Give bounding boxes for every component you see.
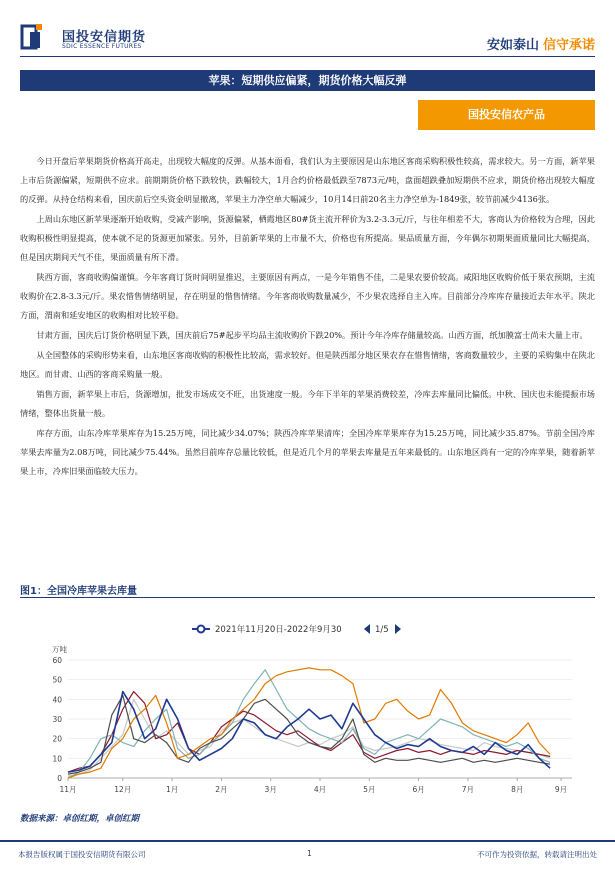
paragraph: 销售方面，新苹果上市后，货源增加，批发市场成交不旺，出货速度一般。今年下半年的苹果消费较差，冷库去库量同比偏低。中秋、国庆也未能提振市场情绪，整体出货量一般。 [20,389,595,418]
logo-text-en: SDIC ESSENCE FUTURES [62,43,142,50]
y-tick-label: 50 [52,675,62,685]
legend-page-indicator: 1/5 [375,625,389,635]
y-tick-label: 30 [52,715,62,724]
page-number: 1 [307,849,312,858]
header-divider [20,56,595,57]
paragraph: 甘肃方面，国庆后订货价格明显下跌，国庆前后75#起步平均品主流收购价下跌20%。预计今年冷库存储量较高。山西方面，纸加膜富士尚未大量上市。 [36,330,588,340]
report-body [20,152,595,482]
series-line [68,695,550,774]
y-tick-label: 20 [52,734,62,744]
x-tick-label: 9月 [554,785,568,794]
legend-title: 2021年11月20日-2022年9月30 [215,625,342,635]
x-tick-label: 6月 [412,785,425,794]
y-tick-label: 40 [52,695,62,705]
page-header [0,0,615,62]
figure-title: 图1：全国冷库苹果去库量 [20,586,137,597]
x-tick-label: 12月 [114,785,132,794]
x-tick-label: 11月 [59,785,77,794]
data-source: 数据来源：卓创红期，卓创红期 [20,814,140,824]
company-logo-icon [20,22,60,52]
footer-divider [0,840,615,842]
y-tick-label: 0 [57,774,62,783]
slogan-part1: 安如泰山 [486,38,539,53]
chart-container [20,610,595,805]
x-tick-label: 2月 [215,785,228,794]
x-tick-label: 8月 [511,785,524,794]
logo-text-cn: 国投安信期货 [62,30,147,45]
x-tick-label: 7月 [461,785,475,794]
paragraph: 库存方面，山东冷库苹果库存为15.25万吨，同比减少34.07%；陕西冷库苹果清库；全国冷库苹果库存为15.25万吨，同比减少35.87%。节前全国冷库苹果去库量为2.08万吨，同比减少75.44%。虽然目前库存总量比较低，但是近几个月的苹果去库量是五年来最低的。山东地区尚有一定的冷库苹果，随着新苹果上市，冷库旧果面临较大压力。 [20,428,595,476]
prev-page-icon[interactable] [364,624,370,634]
paragraph: 陕西方面，客商收购偏谨慎。今年客商订货时间明显推迟，主要原因有两点，一是今年销售不佳，二是果农要价较高。咸阳地区收购价低于果农预期，主流收购价在2.8-3.3元/斤。果农惜售情绪明显，存在明显的惜售情绪。今年客商收购数量减少，不少果农选择自主入库。目前部分冷库库存量接近去年水平。陕北方面，渭南和延安地区的收购相对比较平稳。 [20,272,595,320]
footer-copyright: 本报告版权属于国投安信期货有限公司 [18,850,146,859]
inventory-line-chart [20,610,595,805]
legend-marker-icon [198,626,205,633]
y-tick-label: 10 [52,754,62,764]
y-axis-label: 万吨 [52,645,67,654]
x-tick-label: 4月 [313,785,327,794]
next-page-icon[interactable] [395,624,401,634]
report-title: 苹果：短期供应偏紧，期货价格大幅反弹 [20,70,595,91]
slogan [487,34,595,53]
paragraph: 今日开盘后苹果期货价格高开高走，出现较大幅度的反弹。从基本面看，我们认为主要原因是山东地区客商采购积极性较高，需求较大。另一方面，新苹果上市后货源偏紧，短期供不应求。前期期货价格下跌较快，跌幅较大，1月合约价格最低跌至7873元/吨，盘面超跌叠加短期供不应求，期货价格出现较大幅度的反弹。从持仓结构来看，国庆前后空头资金明显撤离，苹果主力净空单大幅减少，10月14日前20名主力净空单为-1849张，较节前减少4136张。 [20,156,595,204]
x-tick-label: 1月 [165,785,179,794]
x-tick-label: 5月 [363,785,376,794]
paragraph: 从全国整体的采购形势来看，山东地区客商收购的积极性比较高，需求较好。但是陕西部分地区果农存在惜售情绪，客商数量较少，主要的采购集中在陕北地区。而甘肃、山西的客商采购量一般。 [20,350,595,379]
department-badge: 国投安信农产品 [418,100,595,130]
x-tick-label: 3月 [264,785,277,794]
footer-disclaimer: 不可作为投资依据，转载请注明出处 [477,850,597,859]
y-tick-label: 60 [52,656,62,665]
paragraph: 上周山东地区新苹果逐渐开始收购，受减产影响，货源偏紧，栖霞地区80#货主流开秤价为3.2-3.3元/斤，与往年相差不大，客商认为价格较为合理，因此收购积极性明显提高，使本就不足的货源更加紧张。另外，目前新苹果的上市量不大，价格也有所提高。果品质量方面，今年偶尔初期果面质量同比大幅提高，但是国庆期间天气不佳，果面质量有所下滑。 [20,214,595,262]
slogan-part2: 信守承诺 [542,38,595,53]
figure-divider [20,597,595,598]
